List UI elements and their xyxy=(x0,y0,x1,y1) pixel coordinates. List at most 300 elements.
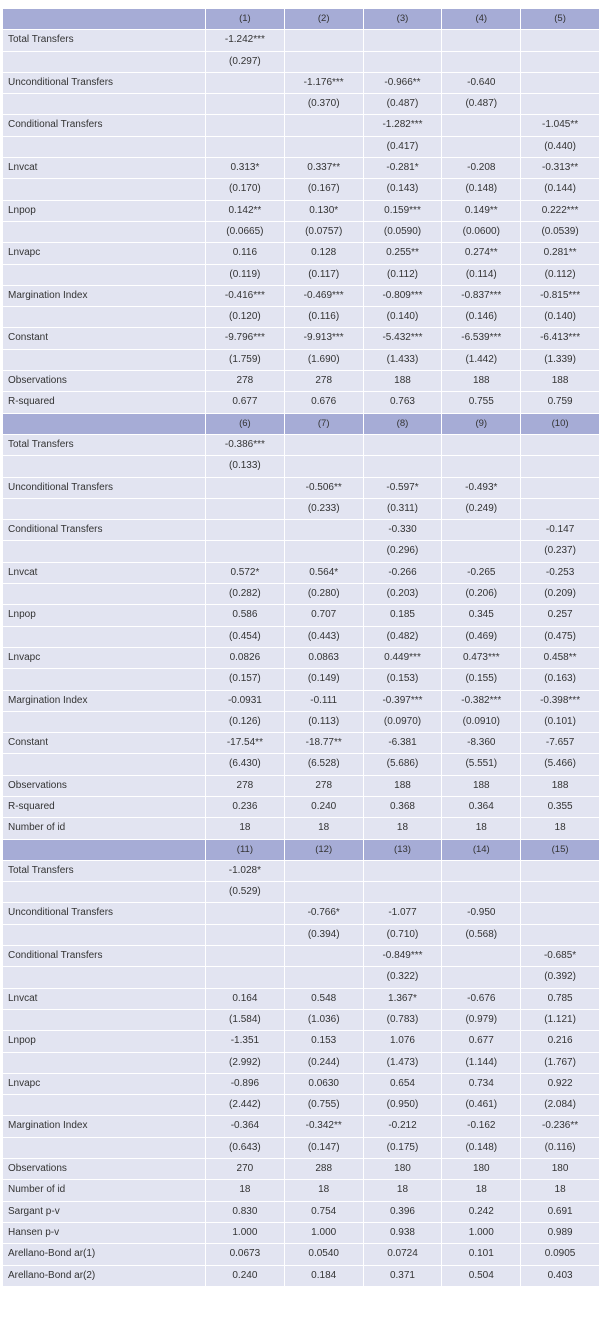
standard-error-row xyxy=(3,1137,600,1158)
statistic-cell: 278 xyxy=(284,371,363,392)
panel-header-row xyxy=(3,413,600,434)
coefficient-cell xyxy=(521,477,600,498)
coefficient-cell: -0.766* xyxy=(284,903,363,924)
standard-error-cell: (2.992) xyxy=(206,1052,285,1073)
variable-label: Total Transfers xyxy=(3,860,206,881)
coefficient-cell: -18.77** xyxy=(284,733,363,754)
standard-error-cell: (1.767) xyxy=(521,1052,600,1073)
statistic-label: Observations xyxy=(3,775,206,796)
blank-label-cell xyxy=(3,307,206,328)
standard-error-cell: (0.119) xyxy=(206,264,285,285)
variable-label: Lnpop xyxy=(3,200,206,221)
statistic-cell: 0.355 xyxy=(521,796,600,817)
variable-label: Unconditional Transfers xyxy=(3,903,206,924)
standard-error-cell: (1.433) xyxy=(363,349,442,370)
coefficient-cell: -0.597* xyxy=(363,477,442,498)
statistic-label: Sargant p-v xyxy=(3,1201,206,1222)
coefficient-cell: -0.815*** xyxy=(521,285,600,306)
coefficient-cell: 0.0863 xyxy=(284,647,363,668)
statistic-row xyxy=(3,371,600,392)
blank-label-cell xyxy=(3,924,206,945)
coefficient-cell: -0.493* xyxy=(442,477,521,498)
standard-error-cell: (0.0665) xyxy=(206,221,285,242)
coefficient-row xyxy=(3,1116,600,1137)
coefficient-cell: -0.506** xyxy=(284,477,363,498)
statistic-cell: 0.759 xyxy=(521,392,600,413)
statistic-cell: 0.0673 xyxy=(206,1244,285,1265)
coefficient-row xyxy=(3,158,600,179)
coefficient-row xyxy=(3,434,600,455)
column-header: (2) xyxy=(284,9,363,30)
blank-label-cell xyxy=(3,669,206,690)
column-header: (9) xyxy=(442,413,521,434)
coefficient-cell: 0.449*** xyxy=(363,647,442,668)
standard-error-cell: (0.0539) xyxy=(521,221,600,242)
standard-error-cell xyxy=(284,882,363,903)
column-header: (1) xyxy=(206,9,285,30)
statistic-cell: 278 xyxy=(206,775,285,796)
standard-error-cell: (0.568) xyxy=(442,924,521,945)
statistic-cell: 188 xyxy=(442,371,521,392)
coefficient-row xyxy=(3,733,600,754)
coefficient-cell: -1.045** xyxy=(521,115,600,136)
standard-error-cell: (0.133) xyxy=(206,456,285,477)
statistic-cell: 188 xyxy=(363,371,442,392)
standard-error-cell: (0.153) xyxy=(363,669,442,690)
coefficient-cell xyxy=(521,860,600,881)
blank-label-cell xyxy=(3,1009,206,1030)
standard-error-cell: (0.979) xyxy=(442,1009,521,1030)
standard-error-cell: (0.394) xyxy=(284,924,363,945)
blank-label-cell xyxy=(3,498,206,519)
column-header: (12) xyxy=(284,839,363,860)
coefficient-cell: -1.077 xyxy=(363,903,442,924)
variable-label: Lnvcat xyxy=(3,562,206,583)
standard-error-cell: (1.036) xyxy=(284,1009,363,1030)
standard-error-cell: (0.643) xyxy=(206,1137,285,1158)
blank-label-cell xyxy=(3,754,206,775)
statistic-cell: 18 xyxy=(442,818,521,839)
blank-label-cell xyxy=(3,51,206,72)
statistic-cell: 18 xyxy=(284,818,363,839)
standard-error-cell: (0.155) xyxy=(442,669,521,690)
coefficient-cell: -1.028* xyxy=(206,860,285,881)
coefficient-cell: -0.0931 xyxy=(206,690,285,711)
statistic-cell: 0.755 xyxy=(442,392,521,413)
coefficient-cell xyxy=(521,72,600,93)
coefficient-cell: 0.734 xyxy=(442,1073,521,1094)
standard-error-cell: (0.148) xyxy=(442,179,521,200)
statistic-cell: 0.396 xyxy=(363,1201,442,1222)
coefficient-cell: -0.147 xyxy=(521,520,600,541)
coefficient-cell xyxy=(442,860,521,881)
coefficient-cell: -0.382*** xyxy=(442,690,521,711)
blank-label-cell xyxy=(3,94,206,115)
blank-label-cell xyxy=(3,711,206,732)
header-blank-cell xyxy=(3,413,206,434)
standard-error-cell: (1.690) xyxy=(284,349,363,370)
blank-label-cell xyxy=(3,1137,206,1158)
standard-error-cell xyxy=(442,136,521,157)
variable-label: Constant xyxy=(3,733,206,754)
standard-error-cell: (2.442) xyxy=(206,1095,285,1116)
coefficient-row xyxy=(3,477,600,498)
standard-error-row xyxy=(3,221,600,242)
coefficient-row xyxy=(3,562,600,583)
coefficient-cell: 0.313* xyxy=(206,158,285,179)
coefficient-cell: -0.162 xyxy=(442,1116,521,1137)
standard-error-cell: (0.163) xyxy=(521,669,600,690)
coefficient-cell: -17.54** xyxy=(206,733,285,754)
standard-error-cell: (0.112) xyxy=(521,264,600,285)
coefficient-cell: 0.281** xyxy=(521,243,600,264)
standard-error-cell: (0.101) xyxy=(521,711,600,732)
statistic-cell: 18 xyxy=(442,1180,521,1201)
standard-error-cell: (0.244) xyxy=(284,1052,363,1073)
coefficient-cell xyxy=(442,946,521,967)
standard-error-cell: (0.755) xyxy=(284,1095,363,1116)
coefficient-cell xyxy=(363,860,442,881)
standard-error-cell xyxy=(521,924,600,945)
standard-error-row xyxy=(3,307,600,328)
coefficient-cell xyxy=(284,434,363,455)
regression-table-body xyxy=(3,9,600,1287)
statistic-row xyxy=(3,392,600,413)
statistic-cell: 18 xyxy=(206,818,285,839)
coefficient-row xyxy=(3,647,600,668)
statistic-cell: 270 xyxy=(206,1159,285,1180)
coefficient-cell: -6.539*** xyxy=(442,328,521,349)
blank-label-cell xyxy=(3,264,206,285)
variable-label: Conditional Transfers xyxy=(3,520,206,541)
variable-label: Lnvapc xyxy=(3,647,206,668)
coefficient-cell: 1.076 xyxy=(363,1031,442,1052)
coefficient-cell: -6.413*** xyxy=(521,328,600,349)
standard-error-row xyxy=(3,498,600,519)
coefficient-cell xyxy=(206,903,285,924)
statistic-label: Arellano-Bond ar(1) xyxy=(3,1244,206,1265)
blank-label-cell xyxy=(3,136,206,157)
blank-label-cell xyxy=(3,1052,206,1073)
standard-error-cell xyxy=(206,924,285,945)
coefficient-row xyxy=(3,285,600,306)
coefficient-cell: 0.922 xyxy=(521,1073,600,1094)
standard-error-cell xyxy=(521,94,600,115)
coefficient-cell: 0.116 xyxy=(206,243,285,264)
standard-error-cell: (1.339) xyxy=(521,349,600,370)
standard-error-cell: (0.0910) xyxy=(442,711,521,732)
standard-error-cell: (0.146) xyxy=(442,307,521,328)
statistic-cell: 288 xyxy=(284,1159,363,1180)
coefficient-cell xyxy=(206,477,285,498)
standard-error-cell: (0.370) xyxy=(284,94,363,115)
coefficient-cell: -0.966** xyxy=(363,72,442,93)
coefficient-cell: -0.676 xyxy=(442,988,521,1009)
statistic-label: R-squared xyxy=(3,796,206,817)
standard-error-cell xyxy=(284,541,363,562)
statistic-cell: 18 xyxy=(521,818,600,839)
variable-label: Conditional Transfers xyxy=(3,115,206,136)
standard-error-cell: (0.296) xyxy=(363,541,442,562)
coefficient-cell xyxy=(521,903,600,924)
coefficient-cell: -0.809*** xyxy=(363,285,442,306)
statistic-row xyxy=(3,1265,600,1286)
standard-error-cell: (0.116) xyxy=(284,307,363,328)
column-header: (15) xyxy=(521,839,600,860)
statistic-cell: 0.763 xyxy=(363,392,442,413)
statistic-cell: 0.0905 xyxy=(521,1244,600,1265)
coefficient-cell: -0.342** xyxy=(284,1116,363,1137)
coefficient-cell: 0.586 xyxy=(206,605,285,626)
variable-label: Margination Index xyxy=(3,1116,206,1137)
coefficient-cell: -1.351 xyxy=(206,1031,285,1052)
statistic-cell: 0.242 xyxy=(442,1201,521,1222)
coefficient-cell xyxy=(284,115,363,136)
standard-error-cell: (0.392) xyxy=(521,967,600,988)
standard-error-cell xyxy=(206,136,285,157)
standard-error-cell: (0.144) xyxy=(521,179,600,200)
variable-label: Unconditional Transfers xyxy=(3,72,206,93)
standard-error-cell: (1.473) xyxy=(363,1052,442,1073)
standard-error-cell xyxy=(363,456,442,477)
coefficient-row xyxy=(3,200,600,221)
standard-error-cell: (0.116) xyxy=(521,1137,600,1158)
coefficient-cell: -9.796*** xyxy=(206,328,285,349)
column-header: (5) xyxy=(521,9,600,30)
statistic-row xyxy=(3,818,600,839)
coefficient-cell xyxy=(363,30,442,51)
coefficient-cell: -0.212 xyxy=(363,1116,442,1137)
statistic-cell: 18 xyxy=(521,1180,600,1201)
variable-label: Lnvcat xyxy=(3,158,206,179)
coefficient-cell: 0.185 xyxy=(363,605,442,626)
variable-label: Total Transfers xyxy=(3,30,206,51)
coefficient-row xyxy=(3,1031,600,1052)
blank-label-cell xyxy=(3,584,206,605)
blank-label-cell xyxy=(3,967,206,988)
standard-error-cell xyxy=(206,967,285,988)
standard-error-cell: (0.950) xyxy=(363,1095,442,1116)
standard-error-cell xyxy=(284,136,363,157)
statistic-cell: 188 xyxy=(363,775,442,796)
coefficient-cell: 0.0630 xyxy=(284,1073,363,1094)
coefficient-cell: -0.950 xyxy=(442,903,521,924)
coefficient-cell: -0.849*** xyxy=(363,946,442,967)
standard-error-cell: (5.466) xyxy=(521,754,600,775)
statistic-cell: 0.676 xyxy=(284,392,363,413)
statistic-cell: 0.0724 xyxy=(363,1244,442,1265)
column-header: (4) xyxy=(442,9,521,30)
coefficient-cell: -0.364 xyxy=(206,1116,285,1137)
standard-error-row xyxy=(3,711,600,732)
standard-error-cell: (0.167) xyxy=(284,179,363,200)
coefficient-cell: -7.657 xyxy=(521,733,600,754)
coefficient-cell xyxy=(442,115,521,136)
coefficient-cell: -0.253 xyxy=(521,562,600,583)
standard-error-row xyxy=(3,349,600,370)
statistic-cell: 0.364 xyxy=(442,796,521,817)
coefficient-row xyxy=(3,72,600,93)
statistic-cell: 0.830 xyxy=(206,1201,285,1222)
coefficient-cell: 0.164 xyxy=(206,988,285,1009)
statistic-cell: 18 xyxy=(206,1180,285,1201)
standard-error-row xyxy=(3,669,600,690)
statistic-cell: 0.101 xyxy=(442,1244,521,1265)
coefficient-row xyxy=(3,605,600,626)
statistic-cell: 0.240 xyxy=(284,796,363,817)
standard-error-cell: (0.148) xyxy=(442,1137,521,1158)
coefficient-cell: -0.281* xyxy=(363,158,442,179)
coefficient-cell xyxy=(206,115,285,136)
statistic-cell: 18 xyxy=(363,818,442,839)
variable-label: Lnpop xyxy=(3,1031,206,1052)
coefficient-cell: 0.0826 xyxy=(206,647,285,668)
variable-label: Unconditional Transfers xyxy=(3,477,206,498)
standard-error-cell: (0.0757) xyxy=(284,221,363,242)
coefficient-cell: -0.837*** xyxy=(442,285,521,306)
panel-header-row xyxy=(3,9,600,30)
standard-error-row xyxy=(3,456,600,477)
standard-error-cell: (0.475) xyxy=(521,626,600,647)
coefficient-cell: -0.111 xyxy=(284,690,363,711)
coefficient-cell: 0.142** xyxy=(206,200,285,221)
coefficient-cell: -0.386*** xyxy=(206,434,285,455)
standard-error-cell: (0.233) xyxy=(284,498,363,519)
standard-error-cell: (0.417) xyxy=(363,136,442,157)
blank-label-cell xyxy=(3,882,206,903)
coefficient-cell xyxy=(206,520,285,541)
standard-error-cell xyxy=(284,967,363,988)
statistic-cell: 0.938 xyxy=(363,1222,442,1243)
coefficient-cell: -0.416*** xyxy=(206,285,285,306)
standard-error-cell: (0.249) xyxy=(442,498,521,519)
standard-error-cell: (0.203) xyxy=(363,584,442,605)
coefficient-cell: 0.128 xyxy=(284,243,363,264)
header-blank-cell xyxy=(3,839,206,860)
variable-label: Margination Index xyxy=(3,690,206,711)
standard-error-cell xyxy=(442,967,521,988)
statistic-cell: 0.691 xyxy=(521,1201,600,1222)
column-header: (13) xyxy=(363,839,442,860)
statistic-cell: 278 xyxy=(284,775,363,796)
coefficient-cell: 0.130* xyxy=(284,200,363,221)
coefficient-cell: 0.255** xyxy=(363,243,442,264)
statistic-cell: 0.677 xyxy=(206,392,285,413)
standard-error-cell: (0.461) xyxy=(442,1095,521,1116)
blank-label-cell xyxy=(3,221,206,242)
statistic-row xyxy=(3,1222,600,1243)
statistic-row xyxy=(3,796,600,817)
coefficient-cell: -1.176*** xyxy=(284,72,363,93)
coefficient-cell: -0.266 xyxy=(363,562,442,583)
standard-error-cell: (0.282) xyxy=(206,584,285,605)
standard-error-row xyxy=(3,967,600,988)
standard-error-row xyxy=(3,541,600,562)
statistic-label: Arellano-Bond ar(2) xyxy=(3,1265,206,1286)
column-header: (8) xyxy=(363,413,442,434)
standard-error-cell: (0.175) xyxy=(363,1137,442,1158)
statistic-cell: 0.403 xyxy=(521,1265,600,1286)
standard-error-cell: (1.759) xyxy=(206,349,285,370)
variable-label: Lnvapc xyxy=(3,243,206,264)
coefficient-cell xyxy=(206,72,285,93)
standard-error-cell: (0.440) xyxy=(521,136,600,157)
standard-error-cell: (0.113) xyxy=(284,711,363,732)
standard-error-row xyxy=(3,882,600,903)
statistic-cell: 0.240 xyxy=(206,1265,285,1286)
standard-error-cell: (1.144) xyxy=(442,1052,521,1073)
statistic-label: Observations xyxy=(3,371,206,392)
standard-error-cell: (5.686) xyxy=(363,754,442,775)
standard-error-cell: (0.311) xyxy=(363,498,442,519)
coefficient-row xyxy=(3,690,600,711)
header-blank-cell xyxy=(3,9,206,30)
coefficient-cell xyxy=(206,946,285,967)
coefficient-row xyxy=(3,30,600,51)
coefficient-cell: -0.265 xyxy=(442,562,521,583)
coefficient-cell: -0.313** xyxy=(521,158,600,179)
coefficient-cell: 0.257 xyxy=(521,605,600,626)
column-header: (3) xyxy=(363,9,442,30)
standard-error-cell xyxy=(284,456,363,477)
coefficient-cell: -0.397*** xyxy=(363,690,442,711)
statistic-cell: 188 xyxy=(442,775,521,796)
coefficient-cell: 0.785 xyxy=(521,988,600,1009)
standard-error-cell xyxy=(363,51,442,72)
statistic-cell: 18 xyxy=(363,1180,442,1201)
coefficient-cell: 1.367* xyxy=(363,988,442,1009)
statistic-row xyxy=(3,775,600,796)
standard-error-row xyxy=(3,1009,600,1030)
standard-error-cell: (0.783) xyxy=(363,1009,442,1030)
blank-label-cell xyxy=(3,541,206,562)
statistic-cell: 0.368 xyxy=(363,796,442,817)
standard-error-cell: (0.157) xyxy=(206,669,285,690)
coefficient-cell: -0.398*** xyxy=(521,690,600,711)
statistic-cell: 1.000 xyxy=(206,1222,285,1243)
standard-error-cell: (0.487) xyxy=(363,94,442,115)
coefficient-row xyxy=(3,860,600,881)
statistic-row xyxy=(3,1180,600,1201)
coefficient-cell: -0.896 xyxy=(206,1073,285,1094)
coefficient-cell: -5.432*** xyxy=(363,328,442,349)
coefficient-cell: 0.159*** xyxy=(363,200,442,221)
coefficient-cell: -0.208 xyxy=(442,158,521,179)
coefficient-cell xyxy=(521,30,600,51)
coefficient-cell: -1.242*** xyxy=(206,30,285,51)
coefficient-cell: 0.149** xyxy=(442,200,521,221)
blank-label-cell xyxy=(3,626,206,647)
coefficient-cell: 0.473*** xyxy=(442,647,521,668)
standard-error-cell: (6.430) xyxy=(206,754,285,775)
coefficient-row xyxy=(3,988,600,1009)
coefficient-cell: -8.360 xyxy=(442,733,521,754)
coefficient-cell: -9.913*** xyxy=(284,328,363,349)
coefficient-cell xyxy=(284,946,363,967)
standard-error-row xyxy=(3,1052,600,1073)
coefficient-cell: 0.548 xyxy=(284,988,363,1009)
standard-error-row xyxy=(3,754,600,775)
regression-table xyxy=(2,8,600,1287)
statistic-cell: 180 xyxy=(442,1159,521,1180)
variable-label: Lnpop xyxy=(3,605,206,626)
standard-error-cell: (0.469) xyxy=(442,626,521,647)
column-header: (6) xyxy=(206,413,285,434)
coefficient-cell xyxy=(284,860,363,881)
standard-error-cell: (5.551) xyxy=(442,754,521,775)
standard-error-cell: (0.487) xyxy=(442,94,521,115)
standard-error-cell xyxy=(442,456,521,477)
